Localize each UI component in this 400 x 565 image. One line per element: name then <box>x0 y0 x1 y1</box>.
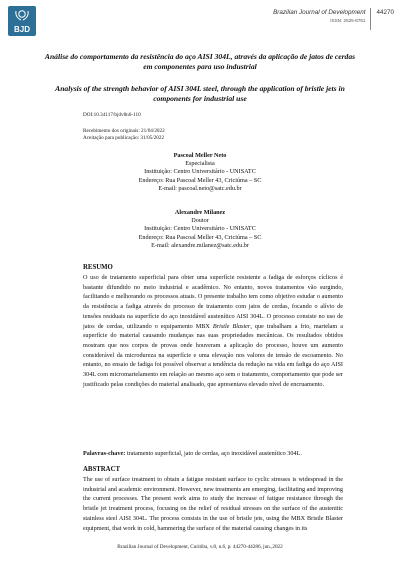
doi: DOI:10.34117/bjdv8n6-110 <box>83 112 141 118</box>
title-portuguese: Análise do comportamento da resistência do aço AISI 304L, através da aplicação de jatos de cerdas em componentes para uso industrial <box>44 52 356 71</box>
author-block <box>60 152 340 193</box>
page-number: 44270 <box>376 9 394 16</box>
author-role: Doutor <box>191 217 209 225</box>
author-address: Endereço: Rua Pascoal Meller 43, Criciúma – SC <box>138 176 262 184</box>
author-institution: Instituição: Centro Universitário - UNISATC <box>144 168 256 176</box>
author-role: Especialista <box>185 160 215 168</box>
logo-text: BJD <box>13 25 30 34</box>
resumo-italic-term: Bristle Blaster <box>212 322 251 330</box>
author-block <box>60 209 340 250</box>
resumo-heading: RESUMO <box>83 264 113 271</box>
abstract-heading: ABSTRACT <box>83 466 121 473</box>
journal-logo <box>8 6 36 36</box>
accepted-date: Aceitação para publicação: 31/05/2022 <box>83 135 165 141</box>
journal-name: Brazilian Journal of Development <box>273 9 366 16</box>
author-name: Pascoal Meller Neto <box>173 152 227 159</box>
author-name: Alexandre Milanez <box>174 209 226 216</box>
author-address: Endereço: Rua Pascoal Meller 43, Criciúma – SC <box>138 233 262 241</box>
keywords-label: Palavras-chave: <box>83 450 126 457</box>
abstract-paragraph: The use of surface treatment to obtain a fatigue resistant surface to cyclic stresses is widespread in the industrial and academic environment. However, new treatments are emerging, facilitating and improving the current processes. The present work aims to study the increase of fatigue resistance through the bristle jet treatment process, focusing on the relief of residual stresses on the surface of the austenitic stainless steel AISI 304L. The process consists in the use of bristle jets, using the MBX Bristle Blaster equipment, that work in cold, hammering the surface of the material causing changes in its <box>83 476 343 532</box>
keywords-text: tratamento superficial, jato de cerdas, aço inoxidável austenítico 304L. <box>125 450 302 457</box>
resumo-text-part2: , que trabalham a frio, martelam a superfície do material causando mudanças nas suas propriedades mecânicas. Os resultados obtidos mostram que nos corpos de provas onde houveram a aplicação do processo, houve um aumento considerável da microdureza na superfície e uma elevação nos valores de tensão de escoamento. No entanto, no ensaio de fadiga foi possível observar a tendência da redução na vida em fadiga do aço AISI 304L com micromartelamento em relação ao mesmo aço sem o tratamento, comportamento que pode ser justificado pelas condições do material analisado, que apresentava elevado nível de encruamento. <box>83 322 344 388</box>
resumo-text-part1: O uso de tratamento superficial para obter uma superfície resistente a fadiga de esforços cíclicos é bastante difundido no meio industrial e acadêmico. No entanto, novos tratamentos vão surgindo, facilitando e melhorando os processos atuais. O presente trabalho tem como objetivo estudar o aumento da resistência a fadiga através do processo de tratamento com jatos de cerdas, focando o alívio de tensões residuais na superfície do aço inoxidável austenítico AISI 304L. O processo consiste no uso de jatos de cerdas, utilizando o equipamento MBX <box>83 274 343 330</box>
page-footer: Brazilian Journal of Development, Curitiba, v.8, n.6, p. 44270-44286, jun.,2022 <box>117 544 283 550</box>
received-date: Recebimento dos originais: 21/04/2022 <box>83 128 165 134</box>
author-email: E-mail: alexandre.milanez@satc.edu.br <box>151 241 249 249</box>
laurel-emblem-icon <box>14 9 30 22</box>
title-english: Analysis of the strength behavior of AISI 304L steel, through the application of bristle jets in components for industrial use <box>55 84 345 103</box>
resumo-paragraph <box>83 273 343 389</box>
page-header <box>273 8 394 30</box>
author-email: E-mail: pascoal.neto@satc.edu.br <box>158 184 242 192</box>
author-institution: Instituição: Centro Universitário - UNISATC <box>144 225 256 233</box>
issn: ISSN: 2525-8761 <box>330 18 366 23</box>
keywords <box>83 449 343 458</box>
